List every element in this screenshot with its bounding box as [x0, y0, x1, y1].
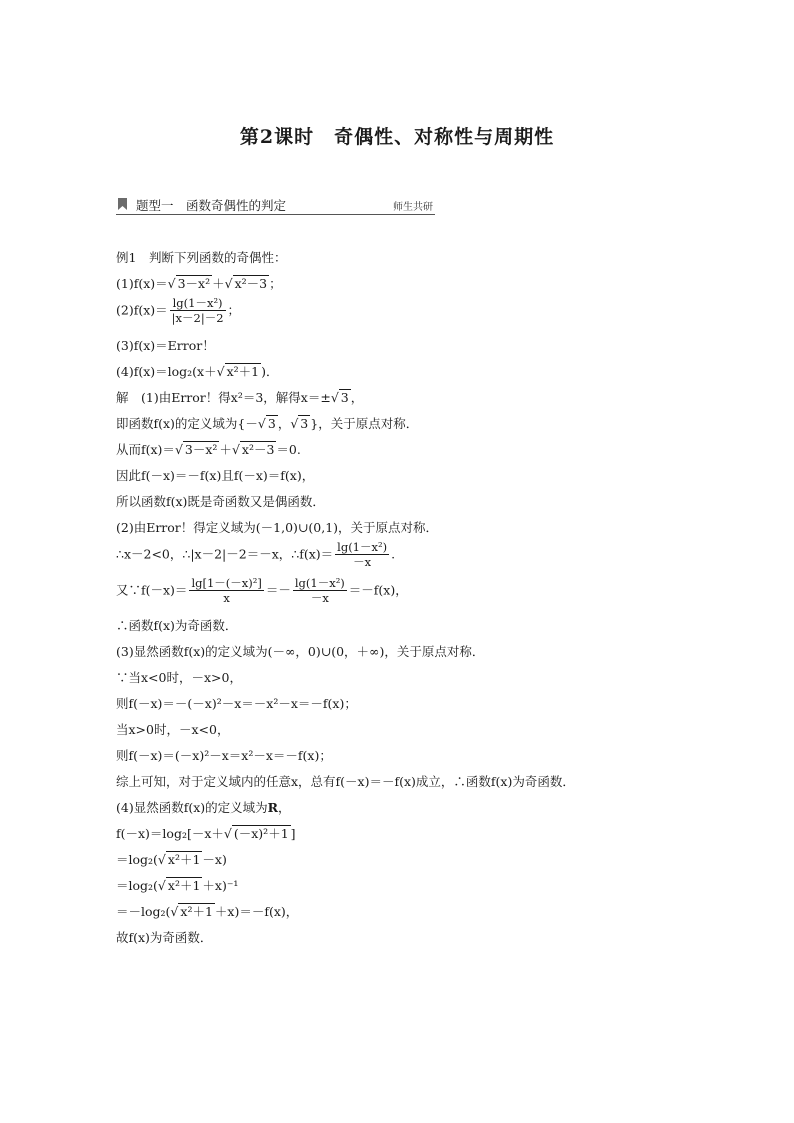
conclusion-line: 故f(x)为奇函数． — [116, 930, 213, 945]
solution-line: ∴x－2<0，∴|x－2|－2＝－x，∴f(x)＝ $\frac{\text{lg(1－x²)}}{-x}$ . — [116, 540, 396, 569]
solution-line: ＝log₂(√ x²＋1 －x) — [116, 852, 227, 867]
problem-2: (2)f(x)＝ $\frac{\text{lg(1－x²)}}{|x-2|-2}$ ； — [116, 296, 241, 325]
solution-line: 解 (1)由Error！得x²＝3，解得x＝±√ 3 ， — [116, 385, 676, 411]
page-title: 第2课时 奇偶性、对称性与周期性 — [239, 126, 555, 148]
solution-line: 又∵f(－x)＝ $\frac{\text{lg[1－(－x)²]}}{x}$ ＝－ $\frac{\text{lg(1－x²)}}{-x}$ ＝－f(x)， — [116, 576, 408, 605]
solution-line: 则f(－x)＝(－x)²－x＝x²－x＝－f(x)； — [116, 748, 332, 763]
solution-line: (3)显然函数f(x)的定义域为(－∞，0)∪(0，＋∞)，关于原点对称． — [116, 644, 485, 659]
solution-line: ∴函数f(x)为奇函数． — [116, 618, 238, 633]
problem-1: (1)f(x)＝√ 3－x² ＋√ x²－3 ； — [116, 271, 676, 297]
section-banner — [116, 196, 435, 215]
solution-line: ∵当x<0时，－x>0， — [116, 670, 242, 685]
solution-line: 因此f(－x)＝－f(x)且f(－x)＝f(x)， — [116, 468, 315, 483]
problem-3: (3)f(x)＝Error！ — [116, 338, 215, 353]
fraction: $\frac{\text{lg(1－x²)}}{-x}$ — [337, 540, 388, 569]
section-label: 题型一 函数奇偶性的判定 — [136, 198, 287, 213]
fraction: $\frac{\text{lg(1－x²)}}{-x}$ — [294, 576, 345, 605]
solution-line: 从而f(x)＝√ 3－x² ＋√ x²－3 ＝0. — [116, 442, 301, 457]
solution-line: 即函数f(x)的定义域为{－√ 3 ，√ 3 }，关于原点对称． — [116, 416, 419, 431]
solution-line: f(－x)＝log₂[－x＋√ (－x)²＋1 ] — [116, 826, 296, 841]
sqrt-expression: √ x²＋1 — [216, 364, 260, 379]
solution-line: 则f(－x)＝－(－x)²－x＝－x²－x＝－f(x)； — [116, 696, 357, 711]
section-tag: 师生共研 — [393, 202, 433, 213]
fraction: $\frac{\text{lg[1－(－x)²]}}{x}$ — [191, 576, 262, 605]
solution-body — [116, 245, 676, 951]
example-heading: 例1 判断下列函数的奇偶性： — [116, 250, 287, 265]
bookmark-icon — [116, 197, 130, 211]
sqrt-expression: √ 3 — [330, 390, 349, 405]
problem-4: (4)f(x)＝log₂(x＋√ x²＋1 )． — [116, 359, 676, 385]
solution-line: ＝log₂(√ x²＋1 ＋x)⁻¹ — [116, 878, 239, 893]
solution-line: 当x>0时，－x<0， — [116, 722, 230, 737]
sqrt-expression: √ x²－3 — [224, 276, 268, 291]
sqrt-expression: √ 3－x² — [167, 276, 211, 291]
solution-line: ＝－log₂(√ x²＋1 ＋x)＝－f(x)， — [116, 904, 299, 919]
solution-line: (4)显然函数f(x)的定义域为R， — [116, 800, 291, 815]
solution-line: 所以函数f(x)既是奇函数又是偶函数． — [116, 494, 325, 509]
solution-line: (2)由Error！得定义域为(－1,0)∪(0,1)，关于原点对称． — [116, 520, 439, 535]
solution-line: 综上可知，对于定义域内的任意x，总有f(－x)＝－f(x)成立，∴函数f(x)为奇函数． — [116, 774, 575, 789]
fraction: $\frac{\text{lg(1－x²)}}{|x-2|-2}$ — [171, 296, 224, 325]
